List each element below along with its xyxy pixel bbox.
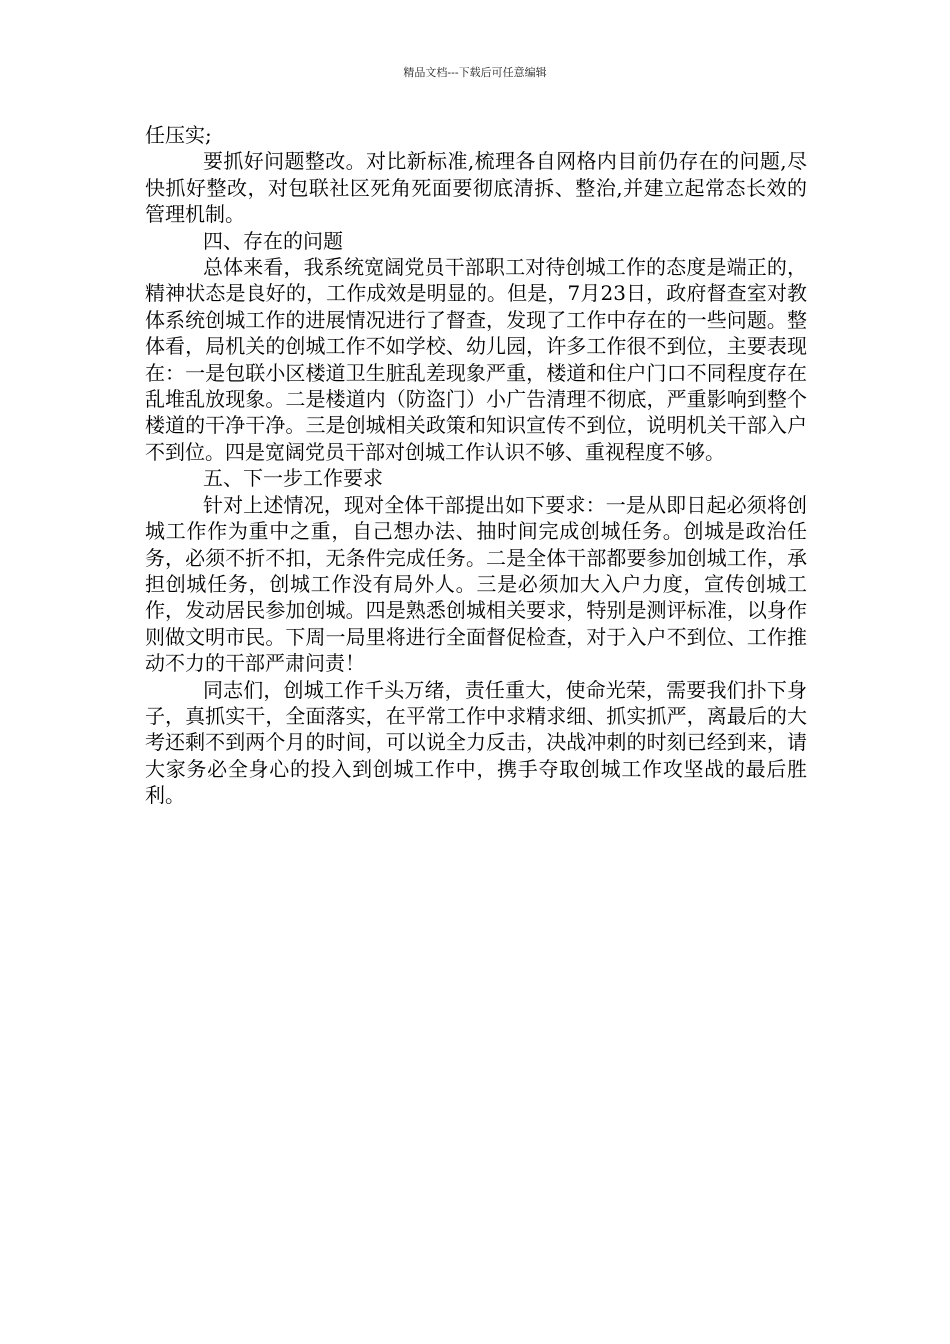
document-body: [145, 122, 807, 809]
section-heading-next-steps: 五、下一步工作要求: [203, 466, 383, 491]
paragraph-closing: 同志们，创城工作千头万绪，责任重大，使命光荣，需要我们扑下身子，真抓实干，全面落实，在平常工作中求精求细、抓实抓严，离最后的大考还剩不到两个月的时间，可以说全力反击，决战冲刺的时刻已经到来，请大家务必全身心的投入到创城工作中，携手夺取创城工作攻坚战的最后胜利。: [145, 677, 807, 808]
paragraph-problems: 总体来看，我系统宽阔党员干部职工对待创城工作的态度是端正的，精神状态是良好的，工作成效是明显的。但是，7月23日，政府督查室对教体系统创城工作的进展情况进行了督查，发现了工作中存在的一些问题。整体看，局机关的创城工作不如学校、幼儿园，许多工作很不到位，主要表现在：一是包联小区楼道卫生脏乱差现象严重，楼道和住户门口不同程度存在乱堆乱放现象。二是楼道内（防盗门）小广告清理不彻底，严重影响到整个楼道的干净干净。三是创城相关政策和知识宣传不到位，说明机关干部入户不到位。四是宽阔党员干部对创城工作认识不够、重视程度不够。: [145, 255, 807, 464]
section-heading-problems: 四、存在的问题: [203, 228, 343, 253]
paragraph-requirements: 针对上述情况，现对全体干部提出如下要求：一是从即日起必须将创城工作作为重中之重，自己想办法、抽时间完成创城任务。创城是政治任务，必须不折不扣，无条件完成任务。二是全体干部都要参加创城工作，承担创城任务，创城工作没有局外人。三是必须加大入户力度，宣传创城工作，发动居民参加创城。四是熟悉创城相关要求，特别是测评标准，以身作则做文明市民。下周一局里将进行全面督促检查，对于入户不到位、工作推动不力的干部严肃问责！: [145, 492, 807, 676]
page-header: 精品文档---下载后可任意编辑: [403, 66, 547, 79]
paragraph-rectification: 要抓好问题整改。对比新标准,梳理各自网格内目前仍存在的问题,尽快抓好整改，对包联社区死角死面要彻底清拆、整治,并建立起常态长效的管理机制。: [145, 149, 807, 227]
paragraph-continuation: 任压实;: [145, 123, 212, 147]
